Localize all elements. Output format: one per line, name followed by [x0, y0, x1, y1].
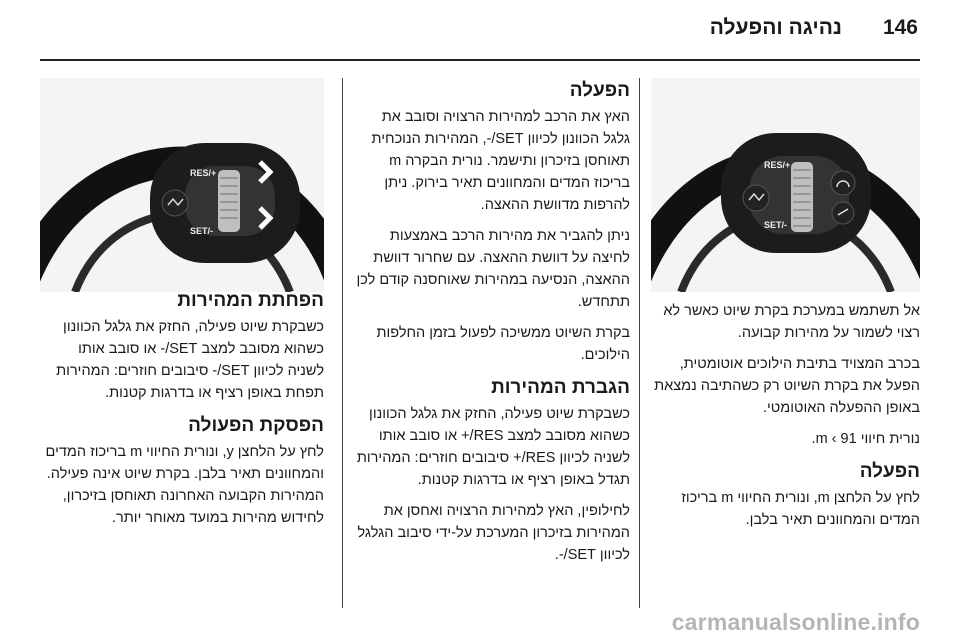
header-rule [40, 59, 920, 61]
fig-left-res-label: RES/+ [190, 168, 217, 178]
section-heading-decrease-speed: הפחתת המהירות [177, 290, 324, 311]
column-middle-text [352, 78, 630, 575]
column-divider-right [639, 78, 640, 608]
paragraph: בכרב המצויד בתיבת הילוכים אוטומטית, הפעל את בקרת השיוט רק כשהתיבה נמצאת באופן ההפעלה האוטומטי. [654, 356, 920, 416]
paragraph: נורית חיווי m ‹ 91. [811, 431, 920, 447]
paragraph: בקרת השיוט ממשיכה לפעול בזמן החלפות הילוכים. [376, 325, 630, 363]
paragraph: כשבקרת שיוט פעילה, החזק את גלגל הכוונון כשהוא מסובב למצב RES/+ או סובב אותו לשניה לכיוון RES/+ סיבובים חוזרים: המהירות תגדל באופן רציף או בדרגות קטנות. [356, 406, 630, 488]
page-title: נהיגה והפעלה [709, 16, 842, 39]
fig-right-res-label: RES/+ [764, 160, 791, 170]
page-number: 146 [882, 16, 918, 39]
column-right-text [651, 300, 920, 540]
paragraph: האץ את הרכב למהירות הרצויה וסובב את גלגל הכוונון לכיוון SET/-, המהירות הנוכחית תאוחסן בזיכרון ותישמר. נורית הבקרה m בריכוז המדים והמחוונים תאיר בירוק. ניתן להרפות מדוושת ההאצה. [371, 109, 630, 213]
watermark: carmanualsonline.info [671, 609, 920, 635]
section-heading-activation: הפעלה [569, 80, 630, 101]
fig-right-set-label: SET/- [764, 220, 788, 230]
paragraph: לחץ על הלחצן y, ונורית החיווי m בריכוז המדים והמחוונים תאיר בלבן. בקרת שיוט אינה פעילה. המהירות הקבועה האחרונה תאוחסן בזיכרון, לחידוש מהירות במועד מאוחר יותר. [45, 444, 324, 526]
paragraph: לחץ על הלחצן m, ונורית החיווי m בריכוז המדים והמחוונים תאיר בלבן. [681, 490, 920, 528]
section-heading-increase-speed: הגברת המהירות [491, 377, 630, 398]
section-heading-activation: הפעלה [859, 461, 920, 482]
paragraph: אל תשתמש במערכת בקרת שיוט כאשר לא רצוי לשמור על מהירות קבועה. [663, 303, 920, 341]
page-header [0, 0, 960, 48]
paragraph: כשבקרת שיוט פעילה, החזק את גלגל הכוונון כשהוא מסובב למצב SET/- או סובב אותו לשניה לכיוון SET/- סיבובים חוזרים: המהירות תפחת באופן רציף או בדרגות קטנות. [56, 319, 324, 401]
steering-wheel-figure-right [651, 78, 920, 292]
column-divider-left [342, 78, 343, 608]
paragraph: לחילופין, האץ למהירות הרצויה ואחסן את המהירות בזיכרון המערכת על-ידי סיבוב הגלגל לכיוון SET/-. [357, 503, 630, 563]
fig-left-set-label: SET/- [190, 226, 214, 236]
steering-wheel-figure-left [40, 78, 324, 292]
section-heading-deactivation: הפסקת הפעולה [188, 415, 324, 436]
paragraph: ניתן להגביר את מהירות הרכב באמצעות לחיצה על דוושת ההאצה. עם שחרור דוושת ההאצה, הנסיעה במהירות שאוחסנה קודם לכן תתחדש. [356, 228, 630, 310]
column-left-text [40, 288, 324, 538]
